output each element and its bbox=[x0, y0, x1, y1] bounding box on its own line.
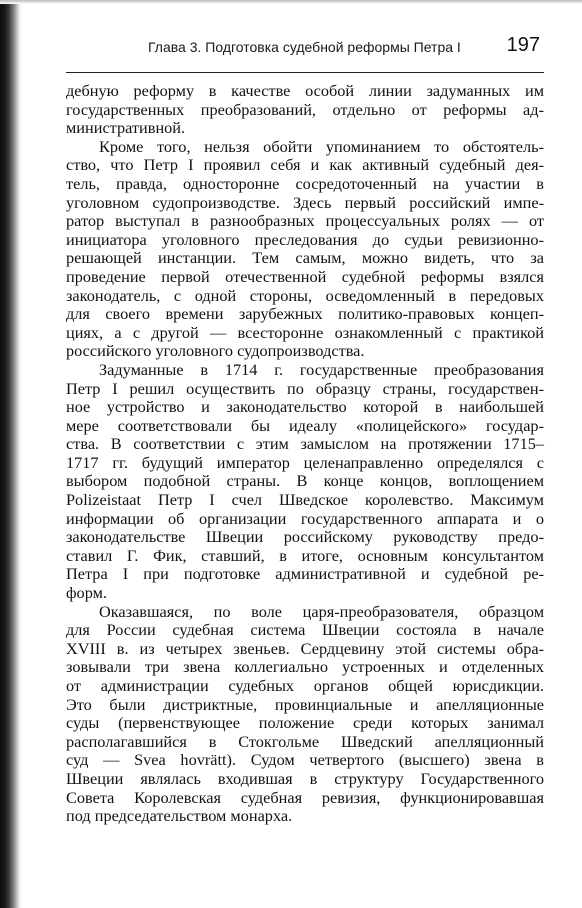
text-line: государственных преобразований, отдельно от реформы ад- bbox=[66, 99, 544, 119]
text-line: суд — Svea hovrätt). Судом четвертого (высшего) звена в bbox=[66, 750, 544, 770]
paragraph bbox=[66, 82, 544, 138]
text-line: ство, что Петр I проявил себя и как активный судебный дея- bbox=[66, 155, 544, 175]
body-text bbox=[66, 82, 544, 826]
text-line: под председательством монарха. bbox=[66, 806, 293, 826]
header-rule bbox=[66, 72, 544, 73]
text-line: циях, а с другой — всесторонне ознакомленный с практикой bbox=[66, 322, 544, 342]
text-line: для своего времени зарубежных политико-правовых концеп- bbox=[66, 304, 544, 324]
text-line: Петр I решил осуществить по образцу страны, государствен- bbox=[66, 378, 544, 398]
text-line: информации об организации государственного аппарата и о bbox=[66, 508, 544, 528]
text-line: инициатора уголовного преследования до судьи ревизионно- bbox=[66, 229, 544, 249]
page-number: 197 bbox=[506, 34, 540, 56]
text-line: Швеции являлась входившая в структуру Государственного bbox=[66, 768, 544, 788]
paragraph bbox=[66, 138, 544, 361]
text-line: Кроме того, нельзя обойти упоминанием то обстоятель- bbox=[99, 136, 544, 156]
text-line: Совета Королевская судебная ревизия, функционировавшая bbox=[66, 787, 544, 807]
text-line: суды (первенствующее положение среди которых занимал bbox=[66, 713, 544, 733]
text-line: форм. bbox=[66, 583, 107, 603]
text-line: дебную реформу в качестве особой линии задуманных им bbox=[66, 81, 544, 100]
text-line: от администрации судебных органов общей юрисдикции. bbox=[66, 676, 544, 695]
text-line: ное устройство и законодательство которой в наибольшей bbox=[66, 397, 544, 417]
text-line: ставил Г. Фик, ставший, в итоге, основным консультантом bbox=[66, 545, 544, 565]
paragraph bbox=[66, 361, 544, 603]
text-line: 1717 гг. будущий император целенаправленно определялся с bbox=[66, 452, 544, 472]
chapter-title: Глава 3. Подготовка судебной реформы Петра I bbox=[148, 39, 461, 55]
text-line: выбором подобной страны. В конце концов, воплощением bbox=[66, 471, 544, 491]
text-line: Петра I при подготовке административной и судебной ре- bbox=[66, 564, 544, 584]
text-line: законодатель, с одной стороны, осведомленный в передовых bbox=[66, 285, 544, 305]
text-line: ства. В соответствии с этим замыслом на протяжении 1715– bbox=[66, 434, 544, 454]
scan-shadow-left bbox=[0, 0, 22, 908]
text-line: Polizeistaat Петр I счел Шведское королевство. Максимум bbox=[66, 490, 544, 510]
text-line: Задуманные в 1714 г. государственные преобразования bbox=[99, 359, 544, 379]
paragraph bbox=[66, 603, 544, 826]
text-line: мере соответствовали бы идеалу «полицейского» государ- bbox=[66, 415, 544, 435]
text-line: XVIII в. из четырех звеньев. Сердцевину этой системы обра- bbox=[66, 638, 544, 658]
text-line: тель, правда, односторонне сосредоточенный на участии в bbox=[66, 173, 544, 193]
text-line: проведение первой отечественной судебной реформы взялся bbox=[66, 266, 544, 286]
text-line: зовывали три звена коллегиально устроенных и отделенных bbox=[66, 657, 544, 677]
text-line: законодательстве Швеции российскому руководству предо- bbox=[66, 527, 544, 547]
text-line: российского уголовного судопроизводства. bbox=[66, 341, 365, 361]
text-line: министративной. bbox=[66, 118, 186, 138]
text-line: располагавшийся в Стокгольме Шведский апелляционный bbox=[66, 731, 544, 751]
text-line: Оказавшаяся, по воле царя-преобразователя, образцом bbox=[99, 601, 544, 621]
text-line: Это были дистриктные, провинциальные и апелляционные bbox=[66, 694, 544, 714]
text-line: уголовном судопроизводстве. Здесь первый российский импе- bbox=[66, 192, 544, 212]
scan-shadow-top bbox=[0, 0, 582, 4]
text-line: ратор выступал в разнообразных процессуальных ролях — от bbox=[66, 211, 544, 231]
running-header bbox=[66, 30, 544, 66]
text-line: для России судебная система Швеции состояла в начале bbox=[66, 620, 544, 640]
text-line: решающей инстанции. Тем самым, можно видеть, что за bbox=[66, 248, 544, 268]
